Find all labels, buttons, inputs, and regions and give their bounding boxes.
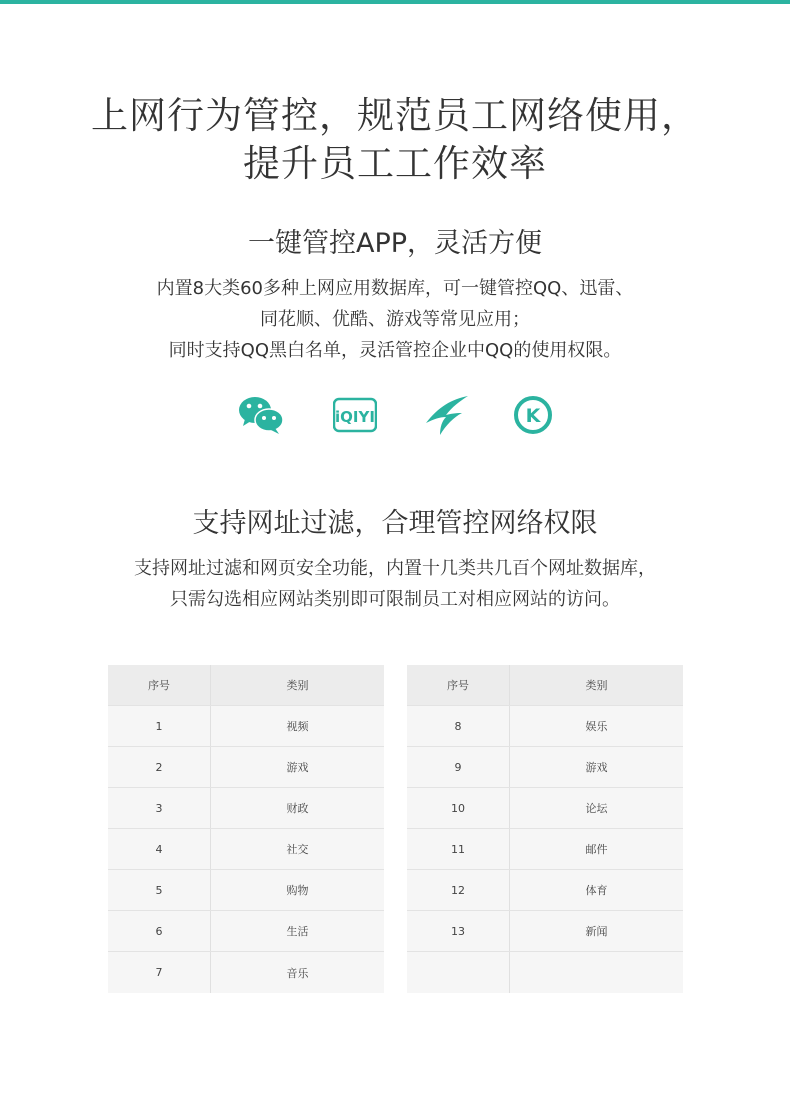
header-index: 序号 xyxy=(407,665,510,705)
svg-text:iQIYI: iQIYI xyxy=(335,408,375,426)
category-table-left xyxy=(108,665,384,993)
cell-category: 财政 xyxy=(286,802,309,815)
cell-category: 购物 xyxy=(286,884,309,897)
cell-index: 6 xyxy=(108,911,211,951)
cell-index: 9 xyxy=(407,747,510,787)
table-row xyxy=(108,911,384,952)
top-accent-bar xyxy=(0,0,790,4)
section1-title: 一键管控APP，灵活方便 xyxy=(247,228,543,259)
cell-category: 游戏 xyxy=(585,761,608,774)
cell-category xyxy=(510,952,683,993)
cell-category: 体育 xyxy=(585,884,608,897)
cell-category: 社交 xyxy=(286,843,309,856)
cell-index: 7 xyxy=(108,952,211,993)
xunlei-icon xyxy=(421,392,471,438)
table-row xyxy=(108,829,384,870)
table-row xyxy=(108,952,384,993)
section1-desc-line-2: 同花顺、优酷、游戏等常见应用； xyxy=(260,309,530,330)
header-category: 类别 xyxy=(585,679,608,692)
cell-index: 11 xyxy=(407,829,510,869)
cell-index: 12 xyxy=(407,870,510,910)
cell-category: 论坛 xyxy=(585,802,608,815)
table-row xyxy=(407,706,683,747)
table-row xyxy=(407,870,683,911)
cell-index: 13 xyxy=(407,911,510,951)
cell-index: 1 xyxy=(108,706,211,746)
cell-index: 8 xyxy=(407,706,510,746)
table-row xyxy=(407,788,683,829)
table-header-row xyxy=(108,665,384,706)
category-table-right xyxy=(407,665,683,993)
section2-desc-line-2: 只需勾选相应网站类别即可限制员工对相应网站的访问。 xyxy=(170,589,620,610)
cell-category: 邮件 xyxy=(585,843,608,856)
section1-desc-line-3: 同时支持QQ黑白名单，灵活管控企业中QQ的使用权限。 xyxy=(168,340,622,361)
hero-heading xyxy=(0,92,790,188)
cell-category: 生活 xyxy=(286,925,309,938)
section2-title: 支持网址过滤，合理管控网络权限 xyxy=(192,508,598,539)
app-icons xyxy=(0,392,790,442)
table-row xyxy=(108,747,384,788)
section1-desc-line-1: 内置8大类60多种上网应用数据库，可一键管控QQ、迅雷、 xyxy=(156,278,634,299)
hero-line-2: 提升员工工作效率 xyxy=(243,142,547,185)
cell-category: 音乐 xyxy=(286,966,309,980)
cell-category: 新闻 xyxy=(585,925,608,938)
cell-category: 视频 xyxy=(286,720,309,733)
cell-category: 游戏 xyxy=(286,761,309,774)
header-category: 类别 xyxy=(286,679,309,692)
cell-index: 2 xyxy=(108,747,211,787)
section2-desc-line-1: 支持网址过滤和网页安全功能，内置十几类共几百个网址数据库， xyxy=(134,558,656,579)
table-row xyxy=(407,911,683,952)
cell-index: 3 xyxy=(108,788,211,828)
cell-index: 5 xyxy=(108,870,211,910)
cell-index: 10 xyxy=(407,788,510,828)
cell-index: 4 xyxy=(108,829,211,869)
iqiyi-icon xyxy=(332,392,378,438)
table-row xyxy=(108,788,384,829)
wechat-icon xyxy=(236,392,286,438)
table-row xyxy=(108,870,384,911)
table-row xyxy=(108,706,384,747)
table-row xyxy=(407,829,683,870)
kugou-icon xyxy=(512,392,554,438)
svg-text:K: K xyxy=(525,405,541,427)
table-row xyxy=(407,952,683,993)
cell-category: 娱乐 xyxy=(585,720,608,733)
cell-index xyxy=(407,952,510,993)
table-header-row xyxy=(407,665,683,706)
header-index: 序号 xyxy=(108,665,211,705)
hero-line-1: 上网行为管控，规范员工网络使用， xyxy=(91,94,699,137)
table-row xyxy=(407,747,683,788)
